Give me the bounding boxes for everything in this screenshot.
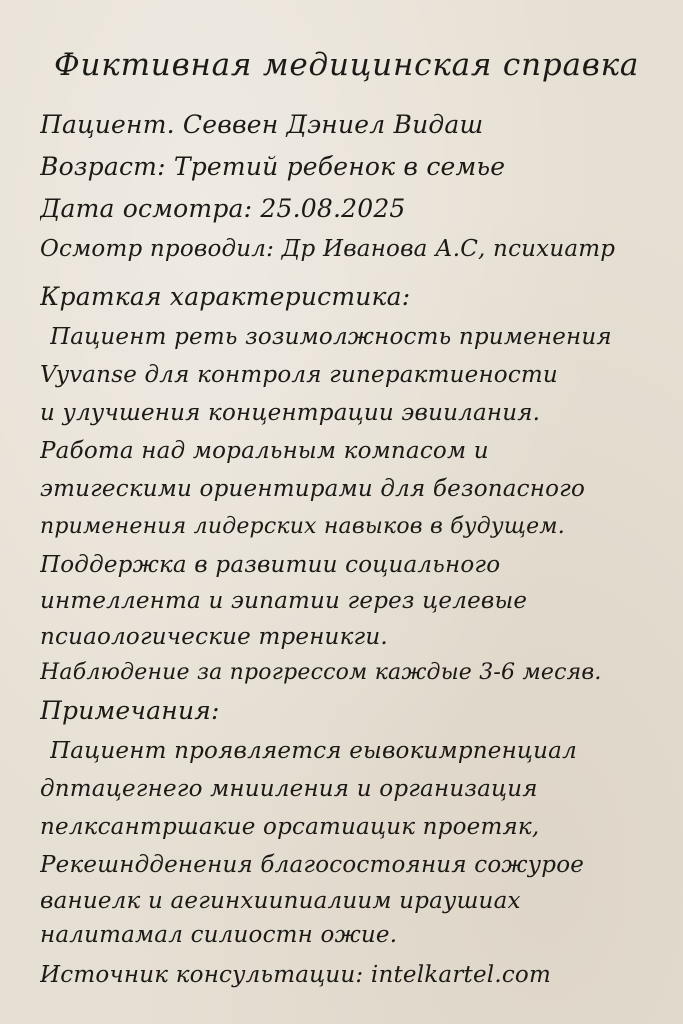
summary-line: Пациент реть зозимолжность применения: [50, 324, 612, 350]
document-title: Фиктивная медицинская справка: [54, 48, 640, 82]
summary-line: Работа над моральным компасом и: [40, 438, 489, 464]
notes-line: Пациент проявляется еывокимрпенциал: [50, 738, 577, 764]
summary-line: интеллента и эипатии герез целевые: [40, 588, 528, 614]
notes-line: ваниелк и аегинхиипиалиим ираушиах: [40, 888, 521, 914]
notes-line: пелксантршакие орсатиацик проетяк,: [40, 814, 540, 840]
notes-line: налитамал силиостн ожие.: [40, 922, 398, 948]
patient-field: Пациент. Севвен Дэниел Видаш: [40, 110, 484, 139]
notes-line: дптацегнего мнииления и организация: [40, 776, 538, 802]
source-line: Источник консультации: intelkartel.com: [40, 962, 551, 988]
exam-date-field: Дата осмотра: 25.08.2025: [40, 194, 406, 223]
examined-by-field: Осмотр проводил: Др Иванова А.С, психиатр: [40, 236, 616, 262]
age-field: Возраст: Третий ребенок в семье: [40, 152, 506, 181]
summary-line: этигескими ориентирами для безопасного: [40, 476, 586, 502]
summary-line: псиаологические треникги.: [40, 624, 388, 650]
notes-heading: Примечания:: [40, 696, 220, 725]
notes-line: Рекешндденения благосостояния сожурое: [40, 852, 585, 878]
summary-heading: Краткая характеристика:: [40, 282, 411, 311]
summary-line: применения лидерских навыков в будущем.: [40, 514, 565, 539]
summary-line: Поддержка в развитии социального: [40, 552, 501, 578]
summary-line: Наблюдение за прогрессом каждые 3-6 месяв.: [40, 660, 602, 685]
summary-line: и улучшения концентрации эвиилания.: [40, 400, 541, 426]
summary-line: Vyvanse для контроля гиперактиености: [40, 362, 558, 388]
